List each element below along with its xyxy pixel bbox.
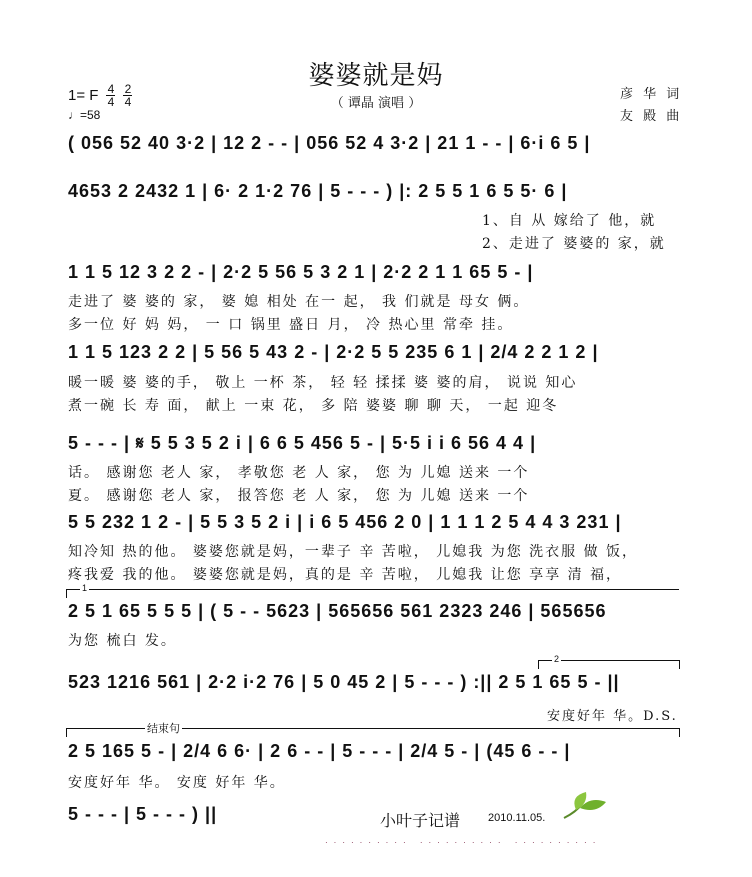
- ending-label: 结束句: [147, 722, 180, 735]
- lyrics-line-3-v2: 多一位 好 妈 妈， 一 口 锅里 盛日 月， 冷 热心里 常牵 挂。: [68, 317, 514, 333]
- watermark-text: ·········· ·········· ··········: [325, 838, 602, 847]
- notation-line-3: 1 1 5 12 3 2 2 - | 2·2 5 56 5 3 2 1 | 2·2 2 1 1 65 5 - |: [68, 262, 534, 282]
- lyrics-line-9: 安度好年 华。 安度 好年 华。: [68, 775, 286, 791]
- notation-line-9: 2 5 165 5 - | 2/4 6 6· | 2 6 - - | 5 - - - | 2/4 5 - | (45 6 - - |: [68, 741, 571, 761]
- lyricist: 彦 华 词: [620, 87, 683, 102]
- lyrics-line-3-v1: 走进了 婆 婆的 家， 婆 媳 相处 在一 起， 我 们就是 母女 俩。: [68, 294, 530, 310]
- time-signature-4-4: $\frac{4}{4}$: [107, 82, 115, 109]
- time-signature-2-4: $\frac{2}{4}$: [124, 82, 132, 109]
- lyrics-line-4-v2: 煮一碗 长 寿 面， 献上 一束 花， 多 陪 婆婆 聊 聊 天， 一起 迎冬: [68, 398, 559, 414]
- notation-line-7: 2 5 1 65 5 5 5 | ( 5 - - 5623 | 565656 561 2323 246 | 565656: [68, 601, 607, 621]
- notation-line-1: ( 056 52 40 3·2 | 12 2 - - | 056 52 4 3·2 | 21 1 - - | 6·i 6 5 |: [68, 133, 591, 153]
- leaf-logo-icon: [562, 790, 608, 820]
- lyrics-line-6-v2: 疼我爱 我的他。 婆婆您就是妈，真的是 辛 苦啦， 儿媳我 让您 享享 清 福，: [68, 567, 623, 583]
- volta-1-label: 1: [82, 583, 88, 593]
- volta-1-bracket: [66, 589, 679, 598]
- lyrics-line-7: 为您 梳白 发。: [68, 633, 177, 649]
- transcription-date: 2010.11.05.: [488, 812, 546, 824]
- notation-line-6: 5 5 232 1 2 - | 5 5 3 5 2 i | i 6 5 456 2 0 | 1 1 1 2 5 4 4 3 231 |: [68, 512, 622, 532]
- score-title: 婆婆就是妈: [308, 61, 444, 91]
- lyrics-line-2-v2: 2、走进了 婆婆的 家，就: [482, 236, 666, 252]
- lyrics-line-5-v1: 话。 感谢您 老人 家， 孝敬您 老 人 家， 您 为 儿媳 送来 一个: [68, 465, 530, 481]
- lyrics-line-6-v1: 知冷知 热的他。 婆婆您就是妈，一辈子 辛 苦啦， 儿媳我 为您 洗衣服 做 饭，: [68, 544, 639, 560]
- composer: 友 殿 曲: [620, 109, 683, 124]
- transcriber-signature: 小叶子记谱: [380, 811, 461, 830]
- lyrics-line-2-v1: 1、自 从 嫁给了 他，就: [482, 213, 657, 229]
- lyrics-line-4-v1: 暖一暖 婆 婆的手， 敬上 一杯 茶， 轻 轻 揉揉 婆 婆的肩， 说说 知心: [68, 375, 578, 391]
- notation-line-2: 4653 2 2432 1 | 6· 2 1·2 76 | 5 - - - ) |: 2 5 5 1 6 5 5· 6 |: [68, 181, 568, 201]
- singer-credit: （ 谭晶 演唱 ）: [330, 96, 422, 111]
- credits: [620, 84, 682, 128]
- key-label: 1= F: [68, 87, 99, 104]
- notation-line-5: 5 - - - | 𝄋 5 5 3 5 2 i | 6 6 5 456 5 - | 5·5 i i 6 56 4 4 |: [68, 433, 537, 453]
- notation-line-10: 5 - - - | 5 - - - ) ||: [68, 804, 218, 824]
- lyrics-line-5-v2: 夏。 感谢您 老人 家， 报答您 老 人 家， 您 为 儿媳 送来 一个: [68, 488, 530, 504]
- volta-2-label: 2: [554, 654, 560, 664]
- key-signature: [68, 83, 132, 108]
- notation-line-4: 1 1 5 123 2 2 | 5 56 5 43 2 - | 2·2 5 5 235 6 1 | 2/4 2 2 1 2 |: [68, 342, 599, 362]
- tempo-marking: ♩=58: [68, 108, 101, 122]
- lyrics-line-8: 安度好年 华。D.S.: [547, 709, 678, 724]
- notation-line-8: 523 1216 561 | 2·2 i·2 76 | 5 0 45 2 | 5 - - - ) :|| 2 5 1 65 5 - ||: [68, 672, 620, 692]
